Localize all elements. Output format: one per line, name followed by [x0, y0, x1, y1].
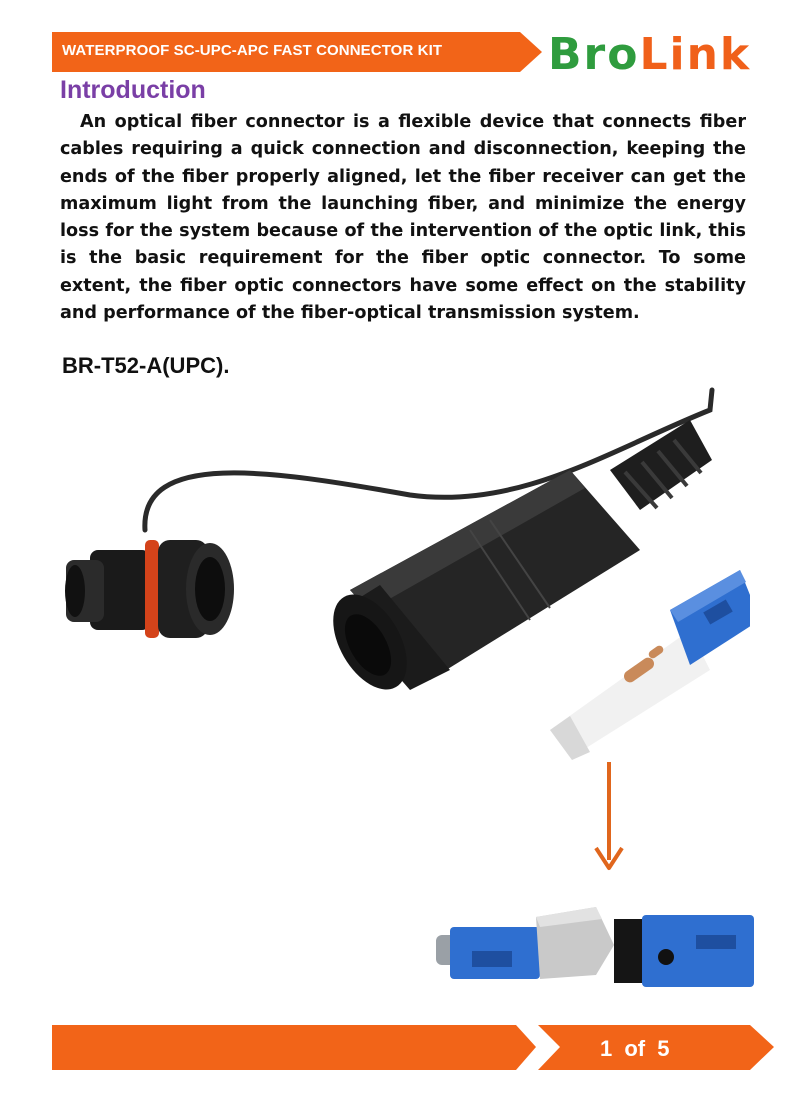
sc-fast-connector: [550, 570, 750, 760]
section-heading: Introduction: [60, 76, 206, 104]
logo-text-link: Link: [639, 29, 752, 80]
adapter-socket: [65, 540, 234, 638]
product-photo: [50, 380, 750, 760]
assembled-connector-photo: [436, 905, 761, 1000]
logo-text-bro: Bro: [548, 29, 640, 80]
intro-paragraph: An optical fiber connector is a flexible device that connects fiber cables requiring a quick connection and disconnection, keeping the ends of the fiber properly aligned, let the fiber receiver can get the maximum light from the launching fiber, and minimize the energy loss for the system because of the intervention of the optic link, this is the basic requirement for the fiber optic connector. To some extent, the fiber optic connectors have some effect on the stability and performance of the fiber-optical transmission system.: [60, 112, 746, 324]
model-label: BR-T52-A(UPC).: [62, 353, 230, 378]
brand-logo: [548, 30, 751, 80]
page-indicator: 1 of 5: [600, 1036, 670, 1061]
header-banner: [52, 32, 542, 72]
waterproof-connector-body: [318, 470, 640, 702]
document-title: WATERPROOF SC-UPC-APC FAST CONNECTOR KIT: [62, 42, 443, 59]
arrow-down-icon: [592, 760, 626, 875]
